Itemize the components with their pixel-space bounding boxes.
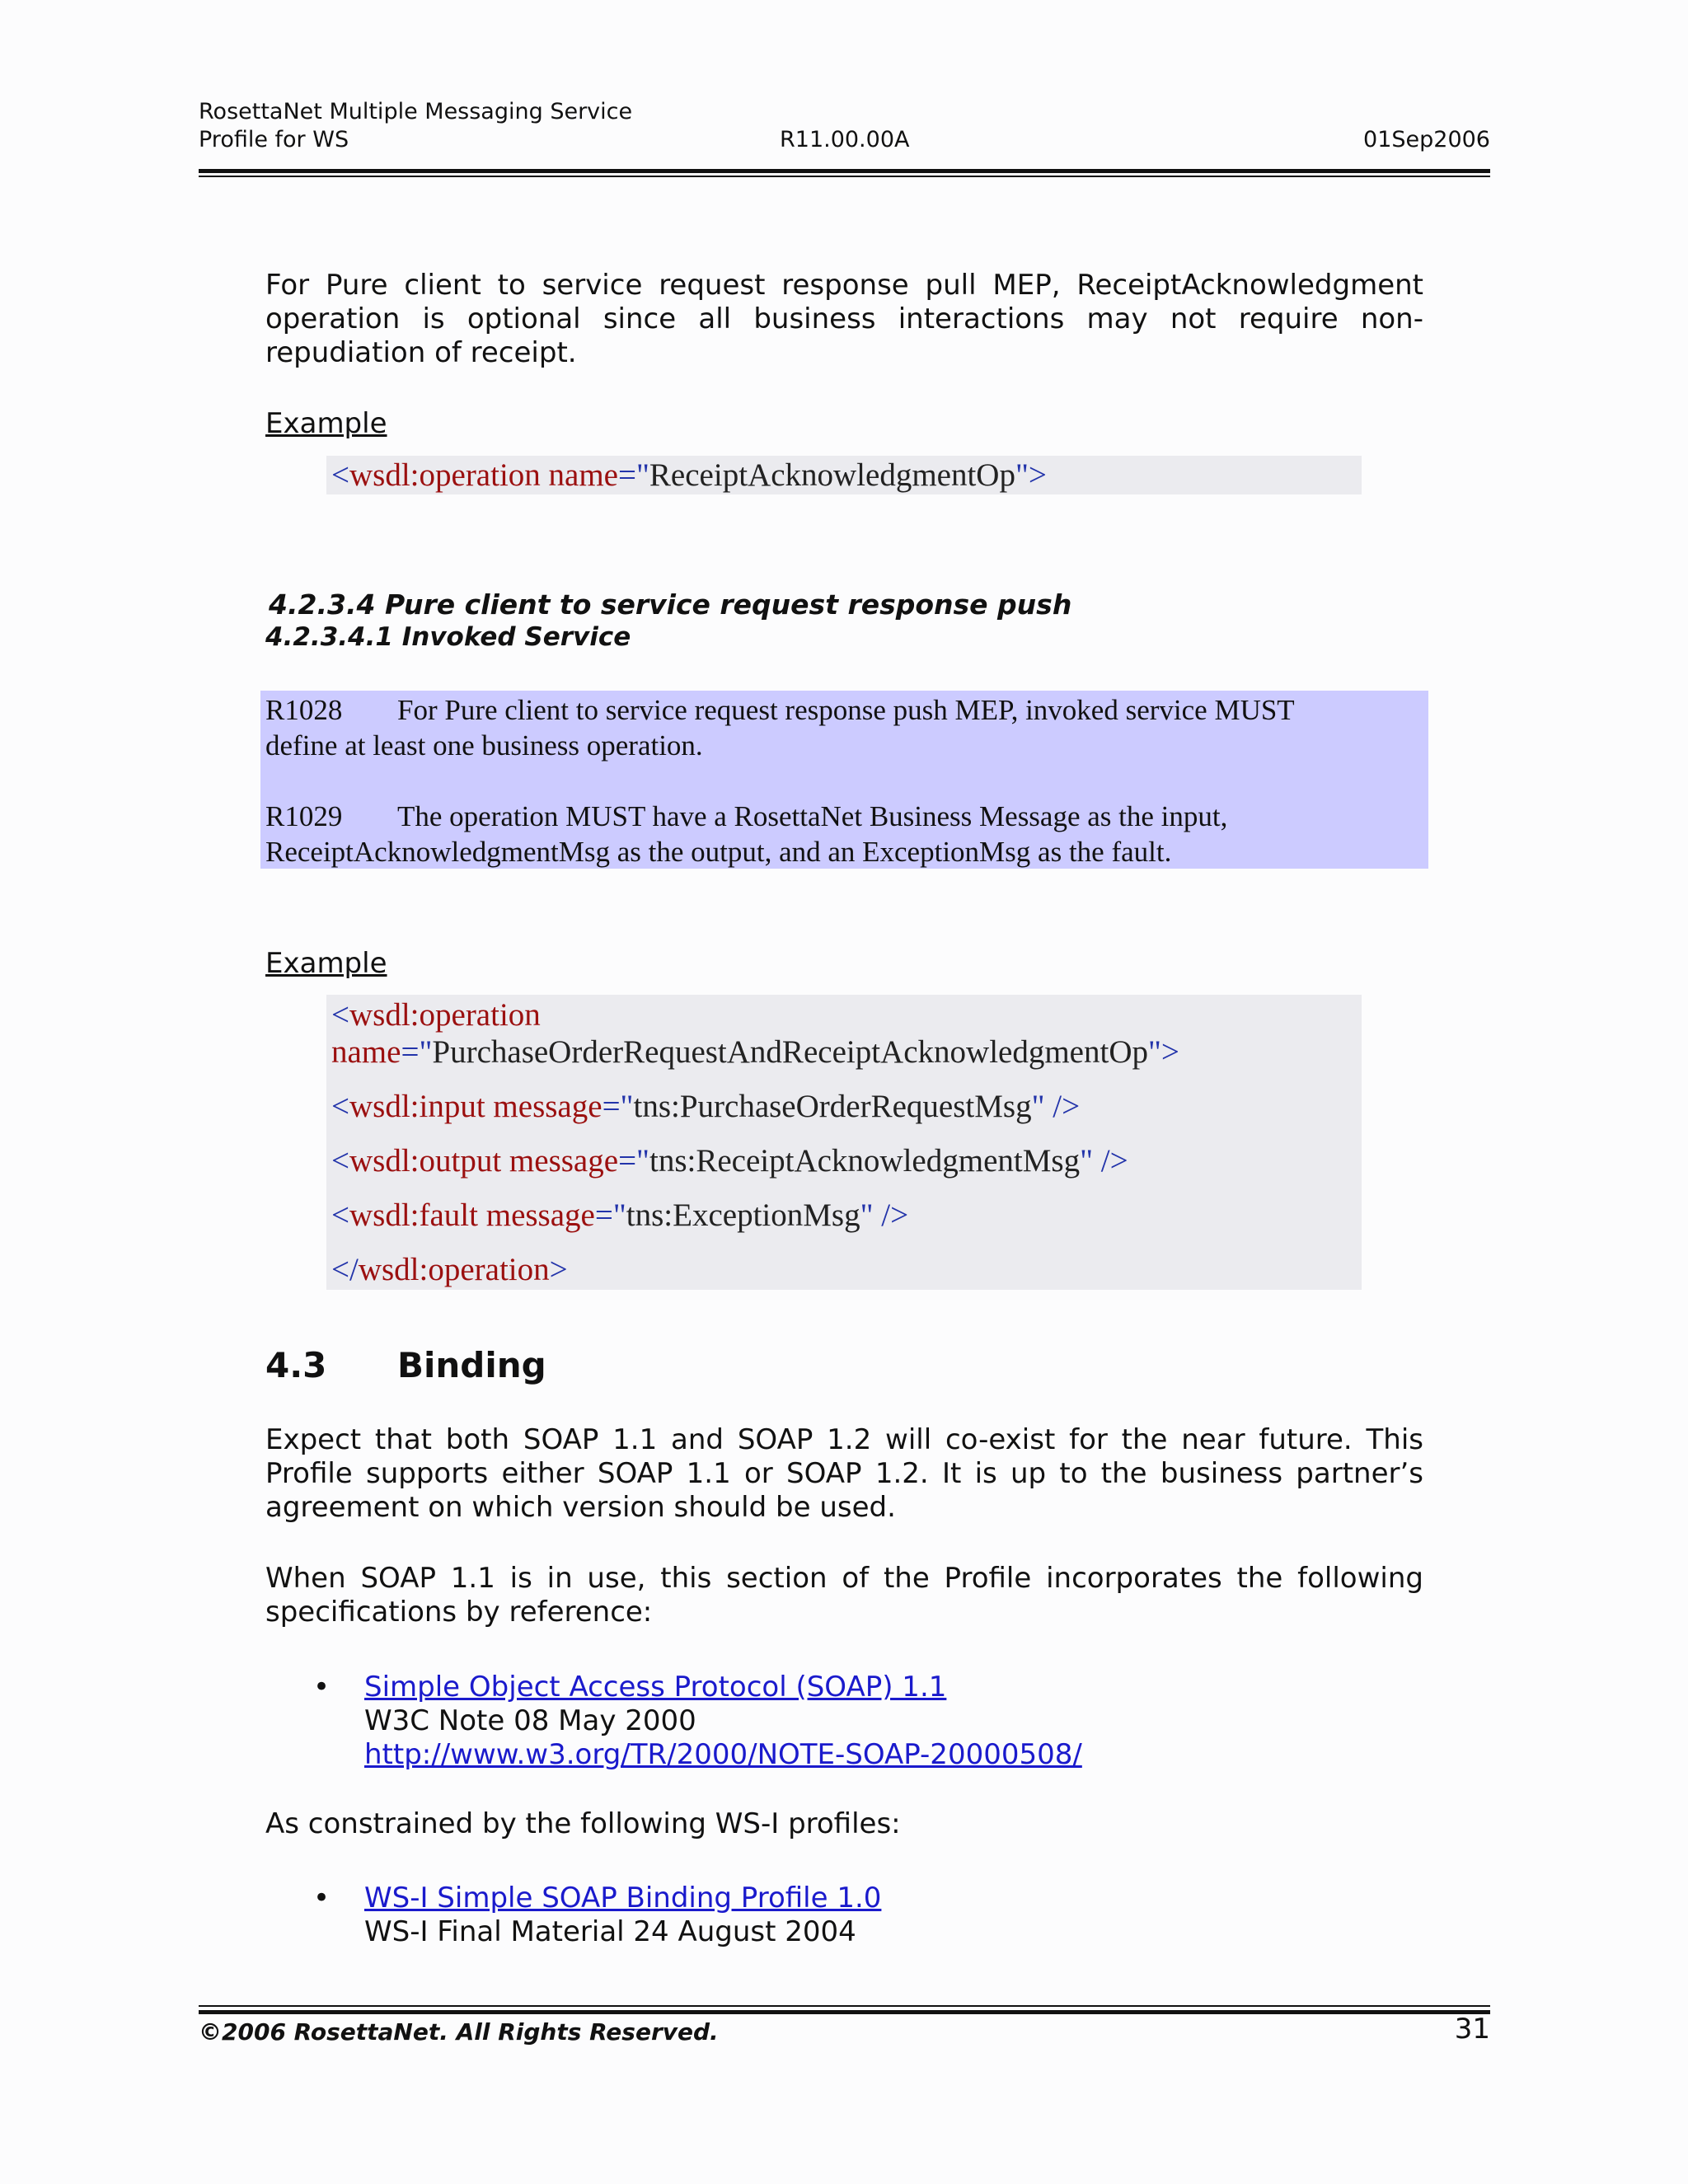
footer-copyright: ©2006 RosettaNet. All Rights Reserved.: [199, 2018, 719, 2046]
requirement-r1029-cont: ReceiptAcknowledgmentMsg as the output, and an ExceptionMsg as the fault.: [265, 836, 1172, 868]
page-number: 31: [1454, 2013, 1490, 2046]
section-heading-4-2-3-4: 4.2.3.4 Pure client to service request response push: [269, 588, 1072, 621]
requirement-r1028: R1028 For Pure client to service request response push MEP, invoked service MUST: [265, 694, 1295, 726]
code-line: <wsdl:fault message="tns:ExceptionMsg" />: [331, 1197, 909, 1233]
header-title: RosettaNet Multiple Messaging Service: [199, 99, 633, 124]
bullet-marker: •: [313, 1671, 331, 1704]
section-heading-4-3: 4.3 Binding: [265, 1345, 546, 1385]
soap-spec-url-link[interactable]: http://www.w3.org/TR/2000/NOTE-SOAP-20000508/: [364, 1738, 1082, 1771]
requirement-r1029: R1029 The operation MUST have a RosettaNet Business Message as the input,: [265, 800, 1228, 832]
footer-rule-thick: [199, 2010, 1490, 2014]
header-line2: [199, 127, 1490, 152]
requirements-box: [260, 691, 1428, 869]
code-line: name="PurchaseOrderRequestAndReceiptAcknowledgmentOp">: [331, 1034, 1179, 1070]
code-line: <wsdl:output message="tns:ReceiptAcknowledgmentMsg" />: [331, 1143, 1128, 1179]
binding-paragraph-1: Expect that both SOAP 1.1 and SOAP 1.2 will co-exist for the near future. This Profile supports either SOAP 1.1 or SOAP 1.2. It is up to the business partner’s agreement on which version should be used.: [265, 1423, 1423, 1524]
code-block-1: [326, 456, 1362, 494]
example-label: Example: [265, 947, 387, 980]
header-rule-thin: [199, 176, 1490, 177]
code-block-2: [326, 995, 1362, 1290]
bullet-marker: •: [313, 1882, 331, 1915]
soap-spec-note: W3C Note 08 May 2000: [364, 1704, 696, 1737]
header-version: R11.00.00A: [780, 127, 910, 152]
requirement-r1028-cont: define at least one business operation.: [265, 729, 703, 762]
header-subtitle: Profile for WS: [199, 127, 349, 152]
wsi-profile-link[interactable]: WS-I Simple SOAP Binding Profile 1.0: [364, 1882, 882, 1915]
footer-rule-thin: [199, 2005, 1490, 2007]
header-rule-thick: [199, 169, 1490, 173]
code-line: <wsdl:operation name="ReceiptAcknowledgmentOp">: [331, 457, 1047, 493]
soap-spec-link[interactable]: Simple Object Access Protocol (SOAP) 1.1: [364, 1671, 947, 1704]
wsi-profile-note: WS-I Final Material 24 August 2004: [364, 1915, 856, 1948]
bullet-item-soap: [364, 1671, 1082, 1772]
binding-paragraph-2: When SOAP 1.1 is in use, this section of the Profile incorporates the following specifications by reference:: [265, 1562, 1423, 1629]
code-line: <wsdl:operation: [331, 997, 541, 1033]
header-date: 01Sep2006: [1363, 127, 1490, 152]
section-heading-4-2-3-4-1: 4.2.3.4.1 Invoked Service: [265, 622, 631, 652]
binding-paragraph-3: As constrained by the following WS-I profiles:: [265, 1807, 901, 1840]
intro-paragraph: For Pure client to service request response pull MEP, ReceiptAcknowledgment operation is optional since all business interactions may not require non-repudiation of receipt.: [265, 269, 1423, 369]
bullet-item-wsi: [364, 1882, 881, 1949]
code-line: <wsdl:input message="tns:PurchaseOrderRequestMsg" />: [331, 1089, 1081, 1124]
code-line: </wsdl:operation>: [331, 1252, 568, 1287]
example-label: Example: [265, 407, 387, 440]
